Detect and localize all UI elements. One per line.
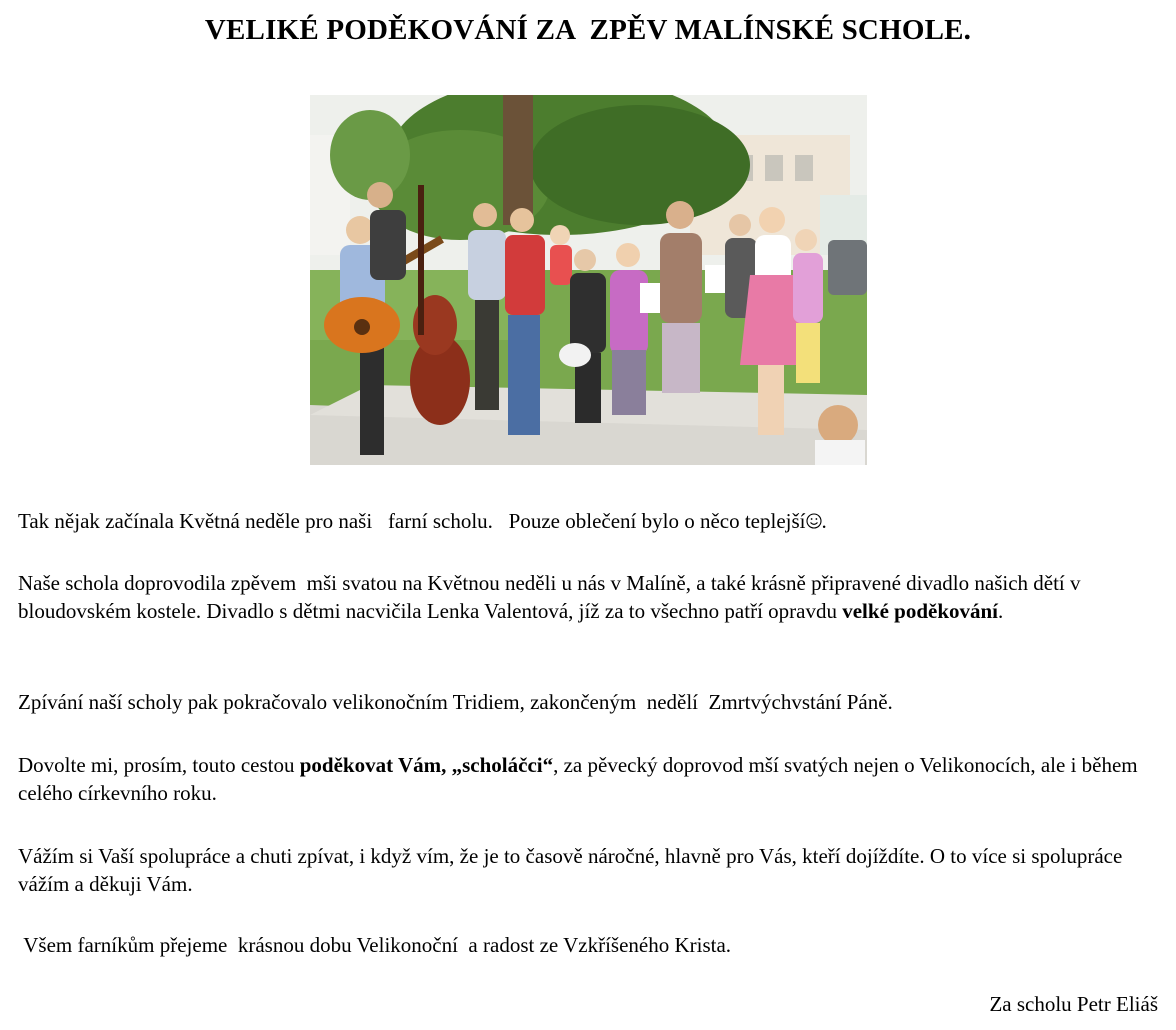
smiley-icon <box>806 513 822 529</box>
paragraph-triduum: Zpívání naší scholy pak pokračovalo velikonočním Tridiem, zakončeným nedělí Zmrtvýchvstání Páně. <box>18 690 893 714</box>
paragraph-text: Dovolte mi, prosím, touto cestou <box>18 753 300 777</box>
paragraph-end: . <box>998 599 1004 623</box>
paragraph-text: Tak nějak začínala Květná neděle pro naši farní scholu. Pouze oblečení bylo o něco teplejší <box>18 509 806 533</box>
paragraph-palm-sunday <box>18 569 1168 625</box>
bold-thanks: velké poděkování <box>842 599 999 623</box>
page-title: VELIKÉ PODĚKOVÁNÍ ZA ZPĚV MALÍNSKÉ SCHOLE. <box>204 14 972 46</box>
paragraph-text: Naše schola doprovodila zpěvem mši svatou na Květnou neděli u nás v Malíně, a také krásně připravené divadlo našich dětí v bloudovském kostele. Divadlo s dětmi nacvičila Lenka Valentová, jíž za to všechno patří opravdu <box>18 571 1086 623</box>
paragraph-end: , za pěvecký doprovod mší svatých nejen o Velikonocích, ale i během celého církevního roku. <box>18 753 1143 805</box>
paragraph-thanks <box>18 751 1168 807</box>
paragraph-end: . <box>821 509 827 533</box>
paragraph-intro <box>18 507 1168 535</box>
paragraph-appreciation: Vážím si Vaší spolupráce a chuti zpívat, i když vím, že je to časově náročné, hlavně pro Vás, kteří dojíždíte. O to více si spolupráce vážím a děkuji Vám. <box>18 844 1133 896</box>
bold-thanks-scholacci: poděkovat Vám, „scholáčci“ <box>299 753 554 777</box>
group-photo-icon <box>310 95 867 465</box>
signature: Za scholu Petr Eliáš <box>989 992 1158 1016</box>
paragraph-easter-wishes: Všem farníkům přejeme krásnou dobu Velikonoční a radost ze Vzkříšeného Krista. <box>18 933 732 957</box>
